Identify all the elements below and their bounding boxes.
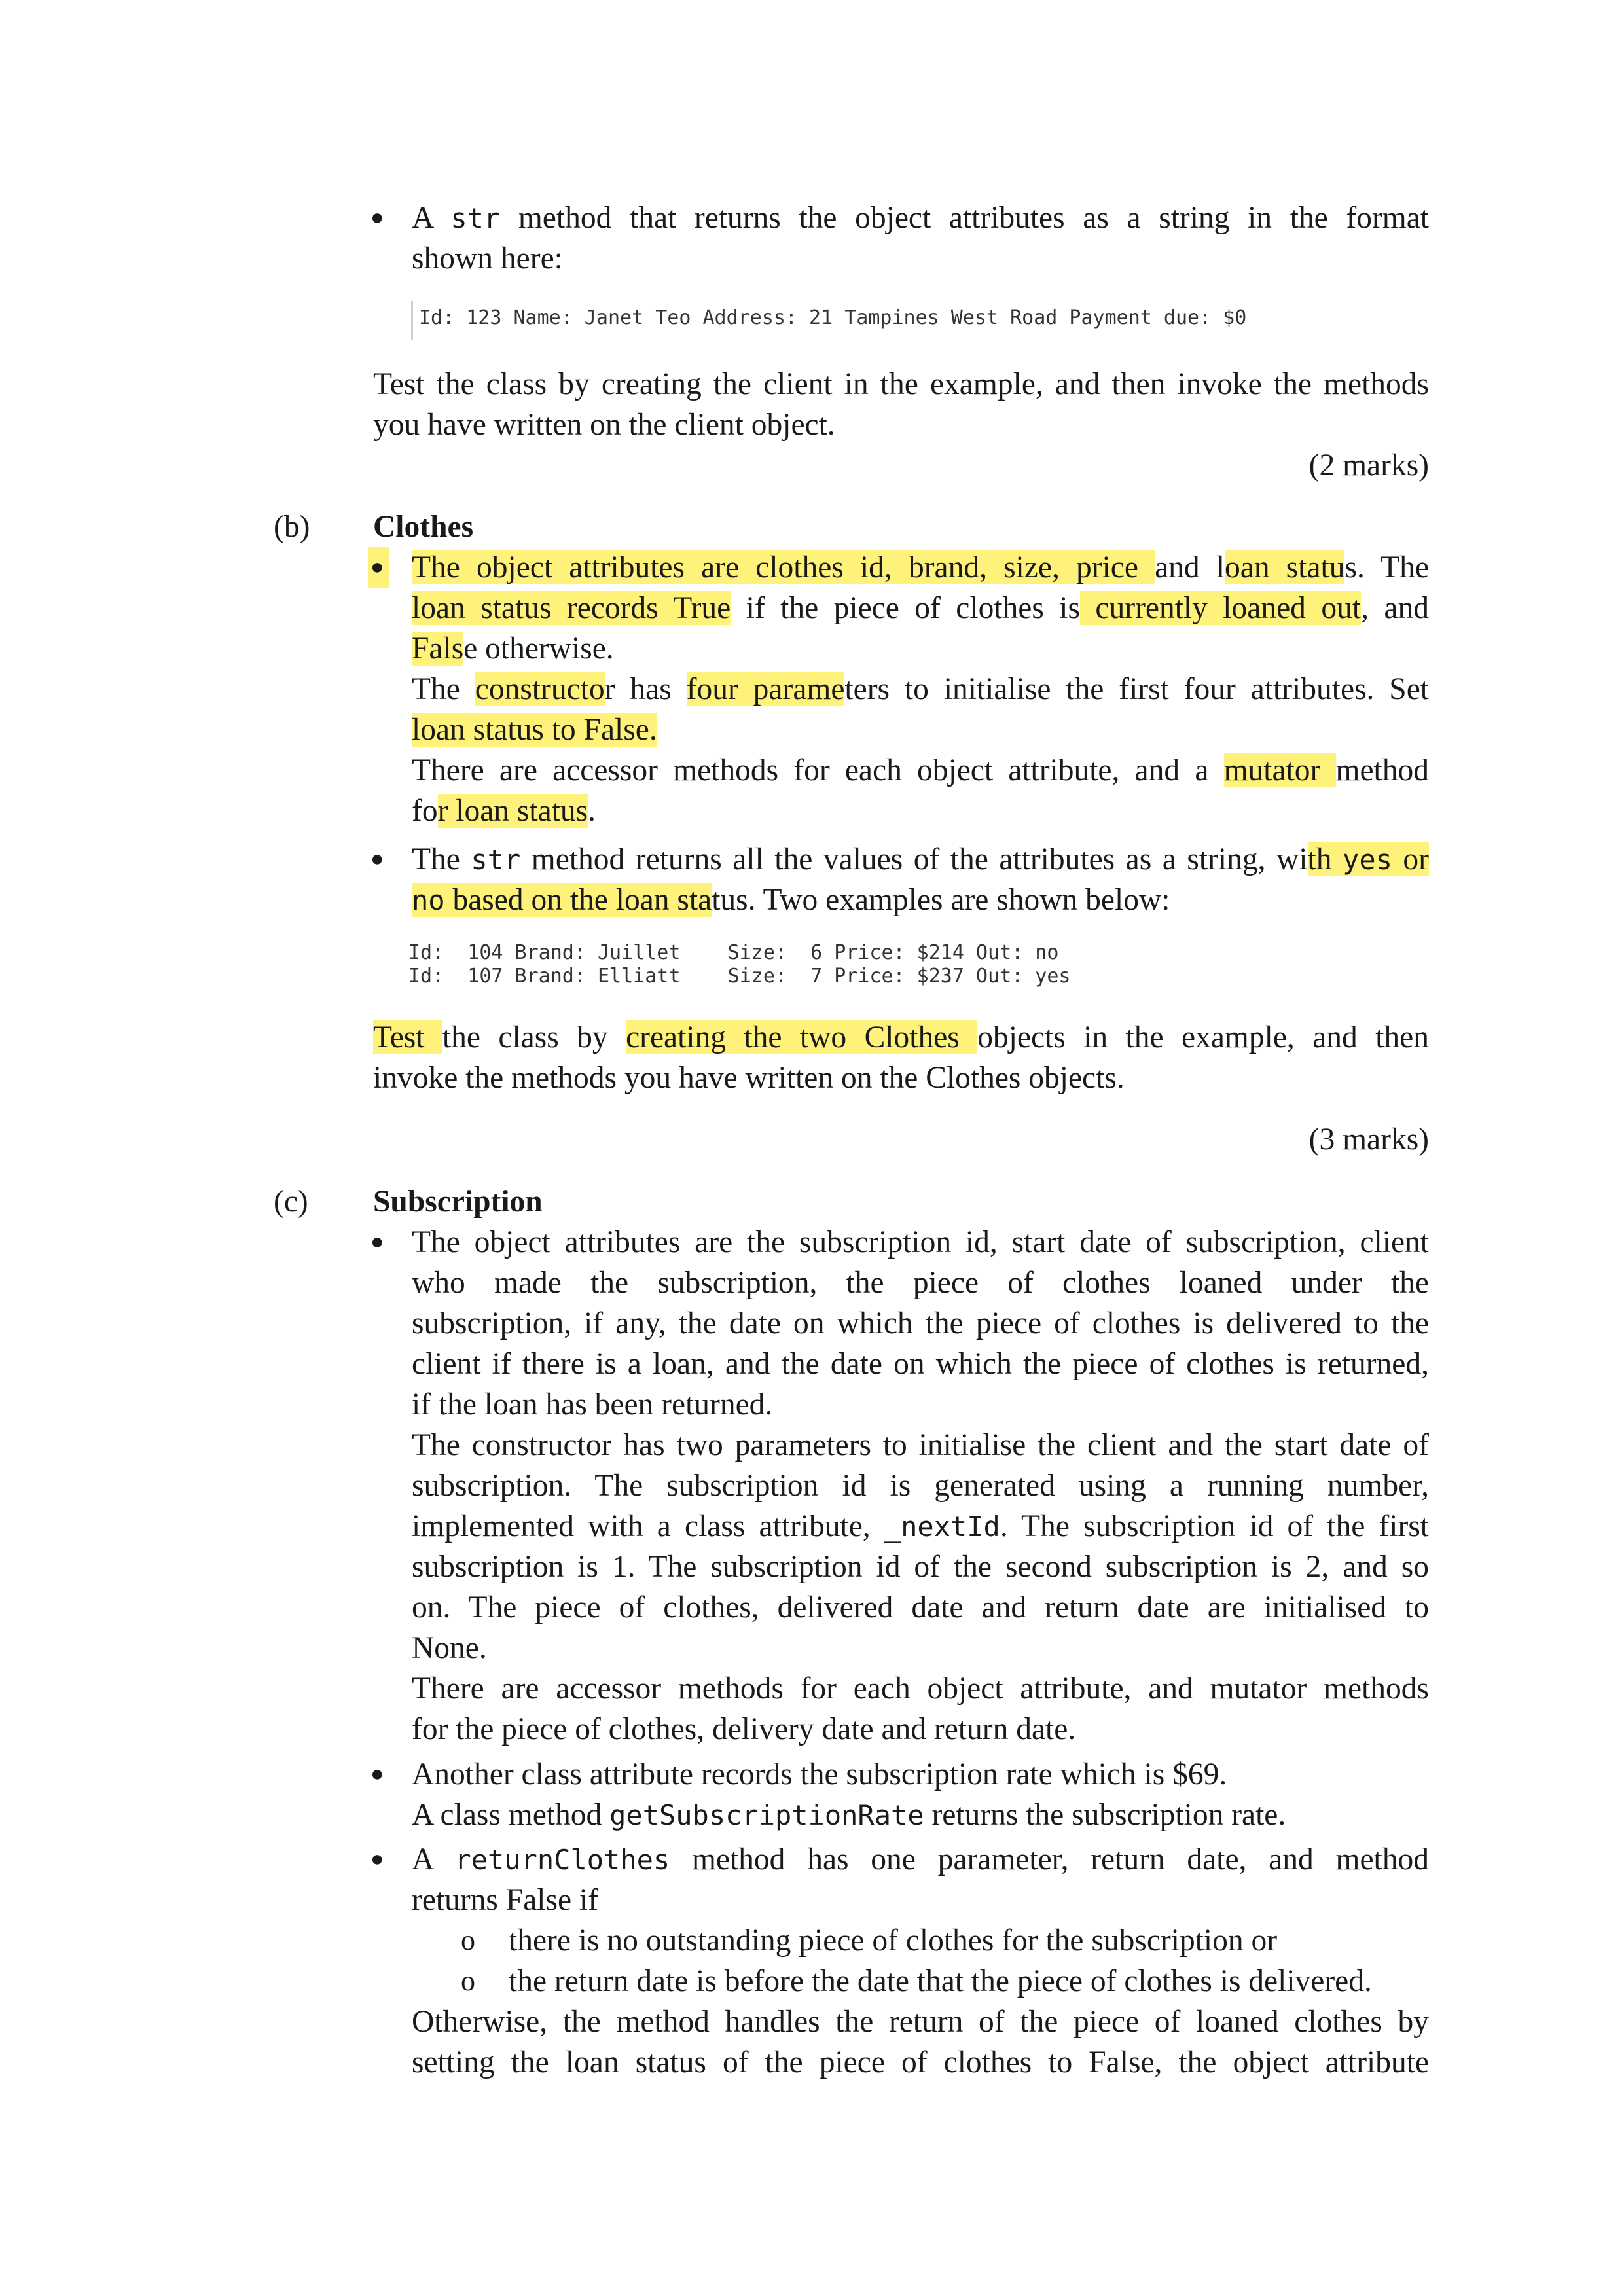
str-method-line-2: shown here: (412, 242, 563, 276)
otherwise-line-2: setting the loan status of the piece of clothes to False, the object attribute (412, 2045, 1429, 2079)
bullet-icon: ● (370, 206, 384, 230)
part-label-c: (c) (274, 1185, 308, 1219)
clothes-attr-line-3: False otherwise. (412, 632, 614, 666)
sub-bullet-marker: o (461, 1924, 475, 1956)
sub-constructor-line-1: The constructor has two parameters to initialise the client and the start date of (412, 1428, 1429, 1462)
return-clothes-line-2: returns False if (412, 1883, 598, 1917)
marks-b: (3 marks) (1308, 1122, 1429, 1157)
sub-bullet-1: there is no outstanding piece of clothes for the subscription or (509, 1924, 1278, 1958)
clothes-str-line-2: no based on the loan status. Two examples are shown below: (412, 883, 1170, 917)
clothes-accessor-line-1: There are accessor methods for each object attribute, and a mutator method (412, 753, 1429, 787)
sub-attr-line-1: The object attributes are the subscription id, start date of subscription, client (412, 1225, 1429, 1259)
clothes-attr-line-1: The object attributes are clothes id, brand, size, price and loan status. The (412, 550, 1429, 584)
sub-accessor-line-1: There are accessor methods for each object attribute, and mutator methods (412, 1672, 1429, 1706)
part-label-b: (b) (274, 510, 310, 544)
section-title-subscription: Subscription (373, 1185, 543, 1219)
test-clothes-line-2: invoke the methods you have written on the Clothes objects. (373, 1061, 1125, 1095)
test-clothes-line-1: Test the class by creating the two Clothes objects in the example, and then (373, 1020, 1430, 1054)
clothes-example-2: Id: 107 Brand: Elliatt Size: 7 Price: $237 Out: yes (408, 965, 1071, 988)
str-method-line-1: A str method that returns the object attributes as a string in the format (412, 201, 1429, 235)
clothes-attr-line-2: loan status records True if the piece of clothes is currently loaned out, and (412, 591, 1429, 625)
bullet-icon: ● (370, 1762, 384, 1786)
return-clothes-line-1: A returnClothes method has one parameter, return date, and method (412, 1842, 1429, 1876)
clothes-str-line-1: The str method returns all the values of the attributes as a string, with yes or (412, 842, 1429, 876)
sub-constructor-line-3: implemented with a class attribute, _nextId. The subscription id of the first (412, 1509, 1430, 1543)
sub-rate-line-1: Another class attribute records the subscription rate which is $69. (412, 1757, 1227, 1791)
bullet-icon: ● (368, 547, 389, 588)
bullet-icon: ● (370, 847, 384, 871)
otherwise-line-1: Otherwise, the method handles the return of the piece of loaned clothes by (412, 2005, 1429, 2039)
sub-attr-line-5: if the loan has been returned. (412, 1388, 773, 1422)
clothes-example-1: Id: 104 Brand: Juillet Size: 6 Price: $214 Out: no (408, 941, 1059, 964)
test-client-line-1: Test the class by creating the client in the example, and then invoke the methods (373, 367, 1429, 401)
clothes-accessor-line-2: for loan status. (412, 794, 596, 828)
marks-a: (2 marks) (1308, 448, 1429, 482)
sub-constructor-line-2: subscription. The subscription id is generated using a running number, (412, 1469, 1429, 1503)
sub-constructor-line-5: on. The piece of clothes, delivered date and return date are initialised to (412, 1590, 1429, 1624)
sub-constructor-line-6: None. (412, 1631, 487, 1665)
clothes-constructor-line-2: loan status to False. (412, 713, 657, 747)
sub-bullet-2: the return date is before the date that the piece of clothes is delivered. (509, 1964, 1372, 1998)
test-client-line-2: you have written on the client object. (373, 408, 835, 442)
clothes-constructor-line-1: The constructor has four parameters to initialise the first four attributes. Set (412, 672, 1429, 706)
sub-constructor-line-4: subscription is 1. The subscription id of the second subscription is 2, and so (412, 1550, 1429, 1584)
sub-bullet-marker: o (461, 1965, 475, 1997)
code-block-border (411, 301, 413, 340)
client-example-output: Id: 123 Name: Janet Teo Address: 21 Tampines West Road Payment due: $0 (419, 306, 1247, 329)
bullet-icon: ● (370, 1230, 384, 1254)
sub-accessor-line-2: for the piece of clothes, delivery date and return date. (412, 1712, 1076, 1746)
bullet-icon: ● (370, 1847, 384, 1871)
sub-attr-line-3: subscription, if any, the date on which the piece of clothes is delivered to the (412, 1306, 1429, 1340)
sub-attr-line-4: client if there is a loan, and the date on which the piece of clothes is returned, (412, 1347, 1429, 1381)
sub-rate-line-2: A class method getSubscriptionRate returns the subscription rate. (412, 1798, 1286, 1832)
sub-attr-line-2: who made the subscription, the piece of clothes loaned under the (412, 1266, 1429, 1300)
section-title-clothes: Clothes (373, 510, 474, 544)
